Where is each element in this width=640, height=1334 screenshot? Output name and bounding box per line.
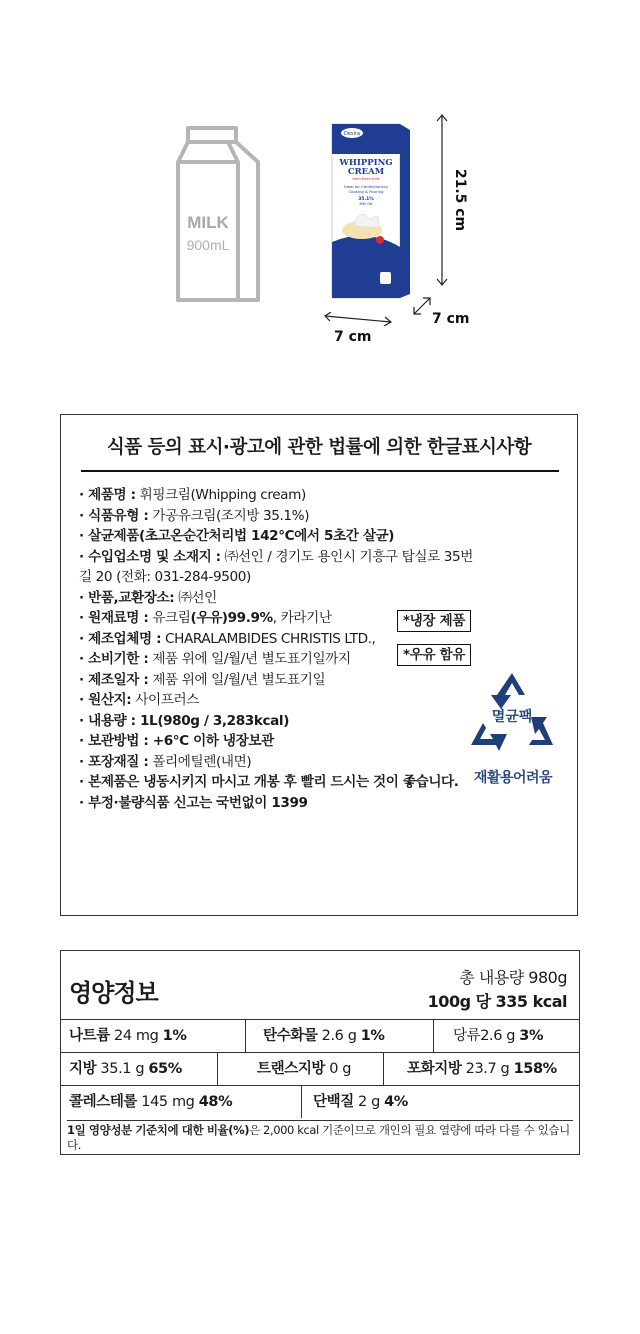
info-row-origin: · 원산지: 사이프러스 bbox=[79, 692, 199, 708]
info-divider bbox=[81, 470, 559, 472]
info-row-ingredients: · 원재료명 : 유크림(우유)99.9%, 카라기난 bbox=[79, 610, 332, 626]
info-row-report: · 부정·불량식품 신고는 국번없이 1399 bbox=[79, 794, 308, 811]
nutrient-cholesterol: 콜레스테롤 145 mg 48% bbox=[69, 1094, 233, 1110]
milk-label: MILK bbox=[187, 213, 229, 232]
info-list bbox=[79, 485, 549, 813]
info-row-volume: · 내용량 : 1L(980g / 3,283kcal) bbox=[79, 712, 290, 729]
carton-fat: 35.1% bbox=[358, 197, 374, 202]
korean-label-box bbox=[60, 414, 578, 916]
width-dimension-arrow bbox=[322, 312, 394, 326]
carton-desc-1: Ideal for Confectionery bbox=[344, 184, 388, 189]
info-row-storage: · 보관방법 : +6°C 이하 냉장보관 bbox=[79, 733, 274, 749]
carton-fat-sub: Milk Fat bbox=[359, 202, 373, 206]
info-row-importer-cont: 길 20 (전화: 031-284-9500) bbox=[79, 569, 251, 585]
info-row-product: · 제품명 : 휘핑크림(Whipping cream) bbox=[79, 487, 306, 503]
carton-sub: from fresh milk bbox=[352, 177, 380, 181]
info-row-return: · 반품,교환장소: ㈜선인 bbox=[79, 589, 217, 606]
info-row-packaging: · 포장재질 : 폴리에틸렌(내면) bbox=[79, 753, 252, 770]
height-label: 21.5 cm bbox=[452, 168, 468, 232]
info-row-importer: · 수입업소명 및 소재지 : ㈜선인 / 경기도 용인시 기흥구 탑실로 35번 bbox=[79, 548, 474, 565]
width-label: 7 cm bbox=[334, 329, 372, 345]
carton-title-1: WHIPPING bbox=[339, 158, 393, 168]
nutrition-row-3 bbox=[61, 1085, 579, 1118]
depth-label: 7 cm bbox=[432, 311, 470, 327]
info-title: 식품 등의 표시·광고에 관한 법률에 의한 한글표시사항 bbox=[106, 437, 532, 458]
nutrient-sugar: 당류2.6 g 3% bbox=[453, 1028, 544, 1044]
whipping-cream-carton bbox=[330, 122, 412, 300]
nutrition-box bbox=[60, 950, 580, 1155]
nutrition-row-2 bbox=[61, 1052, 579, 1085]
info-row-mfg-date: · 제조일자 : 제품 위에 일/월/년 별도표기일 bbox=[79, 671, 326, 688]
info-row-sterilization: · 살균제품(초고온순간처리법 142°C에서 5초간 살균) bbox=[79, 528, 395, 544]
nutrient-saturated-fat: 포화지방 23.7 g 158% bbox=[407, 1061, 557, 1077]
nutrition-total-volume: 총 내용량 980g bbox=[459, 968, 567, 987]
depth-dimension-arrow bbox=[410, 294, 434, 318]
milk-carton-icon bbox=[176, 124, 262, 304]
nutrient-trans-fat: 트랜스지방 0 g bbox=[257, 1061, 352, 1077]
recycle-label: 멸균팩 bbox=[491, 709, 533, 725]
nutrient-carbohydrate: 탄수화물 2.6 g 1% bbox=[263, 1028, 385, 1044]
info-row-type: · 식품유형 : 가공유크림(조지방 35.1%) bbox=[79, 507, 310, 524]
info-row-notice: · 본제품은 냉동시키지 마시고 개봉 후 빨리 드시는 것이 좋습니다. bbox=[79, 774, 459, 790]
nutrient-fat: 지방 35.1 g 65% bbox=[69, 1061, 182, 1077]
nutrition-row-1 bbox=[61, 1019, 579, 1052]
recycle-icon bbox=[469, 671, 555, 757]
height-dimension-arrow bbox=[432, 112, 452, 288]
nutrient-protein: 단백질 2 g 4% bbox=[313, 1094, 408, 1110]
info-row-expiry: · 소비기한 : 제품 위에 일/월/년 별도표기일까지 bbox=[79, 651, 351, 667]
milk-volume: 900mL bbox=[186, 237, 230, 253]
nutrition-footnote: 1일 영양성분 기준치에 대한 비율(%)은 2,000 kcal 기준이므로 개인의 필요 열량에 따라 다를 수 있습니다. bbox=[67, 1120, 573, 1153]
carton-desc-2: Cooking & Pouring bbox=[348, 189, 384, 194]
carton-title-2: CREAM bbox=[347, 167, 385, 177]
nutrition-per-100g: 100g 당 335 kcal bbox=[427, 992, 567, 1011]
nutrient-sodium: 나트륨 24 mg 1% bbox=[69, 1028, 187, 1044]
nutrition-title: 영양정보 bbox=[69, 979, 158, 1007]
milk-contained-tag: *우유 함유 bbox=[397, 644, 471, 666]
carton-brand: Desira bbox=[343, 131, 361, 137]
recycle-caption: 재활용어려움 bbox=[473, 770, 553, 786]
info-row-manufacturer: · 제조업체명 : CHARALAMBIDES CHRISTIS LTD., bbox=[79, 630, 376, 647]
refrigerated-tag: *냉장 제품 bbox=[397, 610, 471, 632]
